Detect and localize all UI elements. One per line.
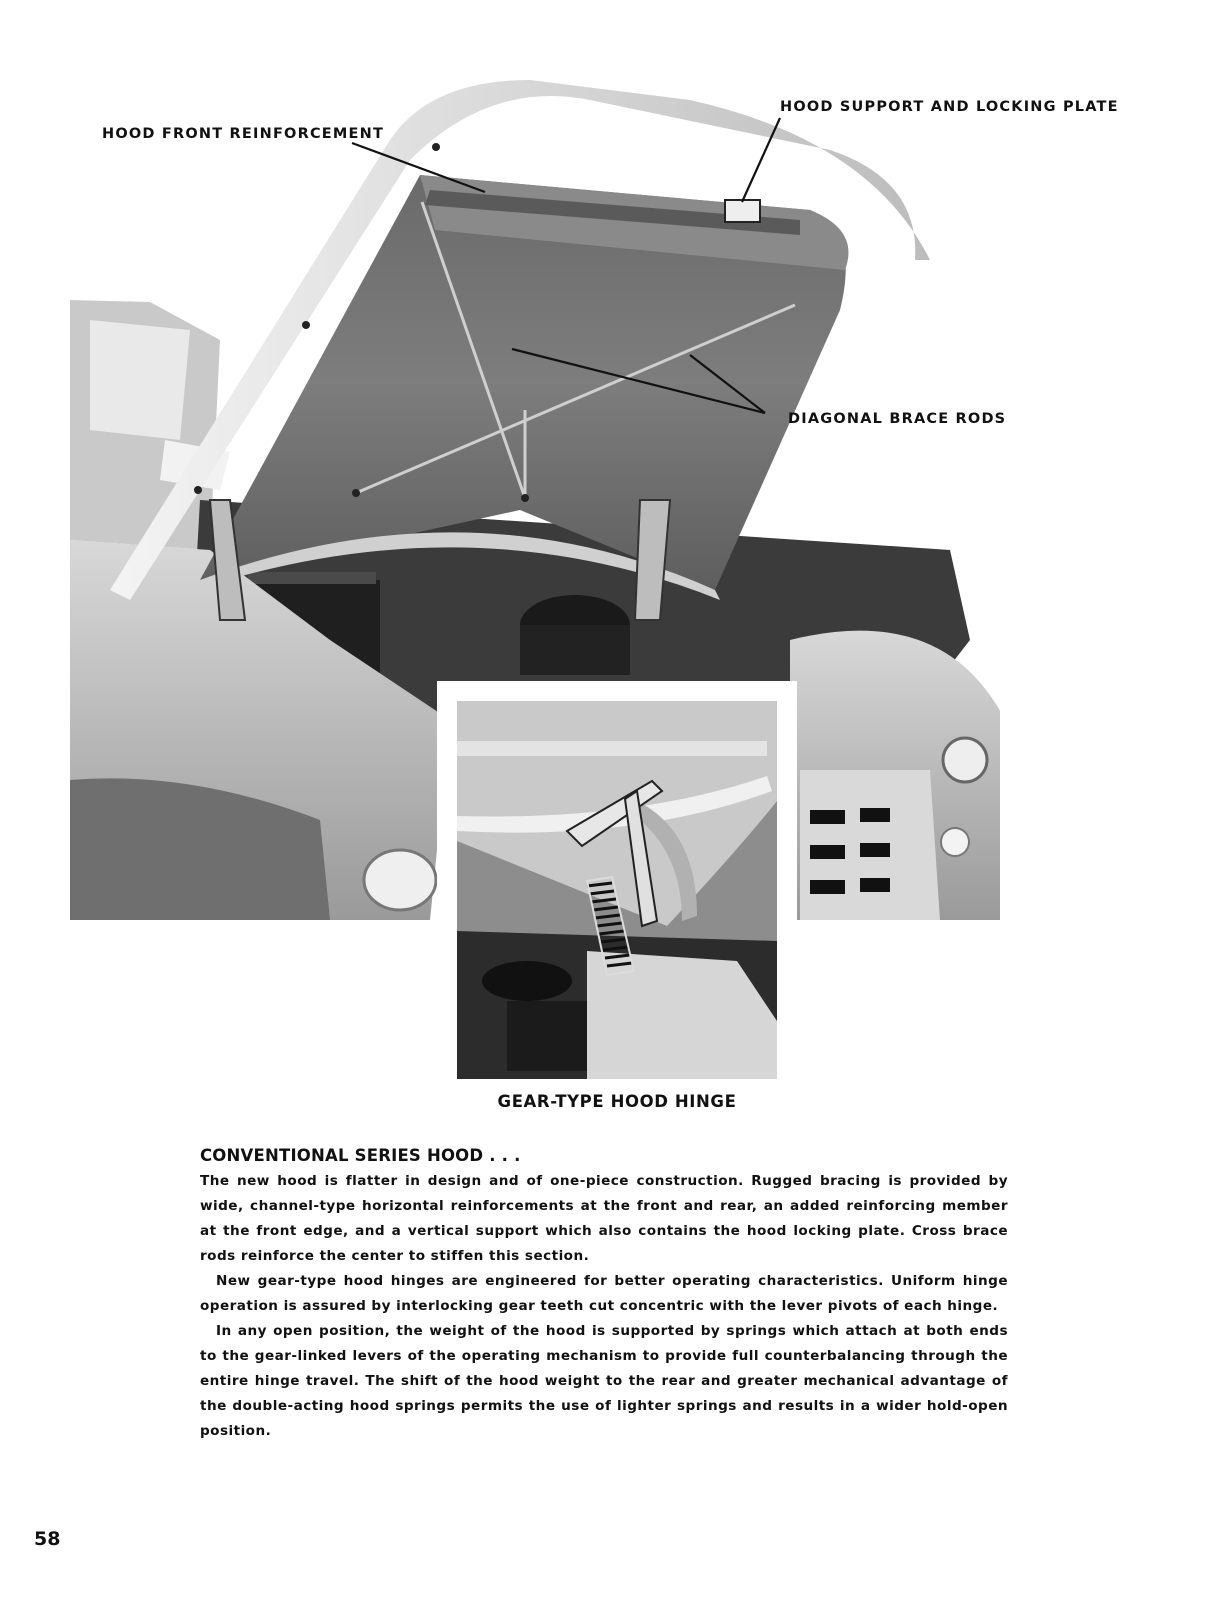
paragraph-1: The new hood is flatter in design and of one-piece construction. Rugged bracing is provided by wide, channel-type horizontal reinforcements at the front and rear, an added reinforcing member at the front edge, and a vertical support which also contains the hood locking plate. Cross brace rods reinforce the center to stiffen this section. (200, 1173, 1008, 1264)
callout-hood-support: HOOD SUPPORT AND LOCKING PLATE (780, 99, 1119, 115)
callout-diagonal-brace-rods: DIAGONAL BRACE RODS (788, 411, 1007, 427)
paragraph-3: In any open position, the weight of the hood is supported by springs which attach at both ends to the gear-linked levers of the operating mechanism to provide full counterbalancing through the entire hinge travel. The shift of the hood weight to the rear and greater mechanical advantage of the double-acting hood springs permits the use of lighter springs and results in a wider hold-open position. (200, 1323, 1008, 1439)
hood-hinge-photo (437, 681, 797, 1081)
paragraph-2: New gear-type hood hinges are engineered for better operating characteristics. Uniform hinge operation is assured by interlocking gear teeth cut concentric with the lever pivots of each hinge. (200, 1273, 1008, 1314)
callout-hood-front-reinforcement: HOOD FRONT REINFORCEMENT (102, 126, 385, 142)
page-number: 58 (34, 1528, 61, 1550)
section-conventional-series-hood (200, 1146, 1008, 1444)
section-heading: CONVENTIONAL SERIES HOOD . . . (200, 1146, 521, 1165)
figure-caption: GEAR-TYPE HOOD HINGE (497, 1092, 737, 1111)
